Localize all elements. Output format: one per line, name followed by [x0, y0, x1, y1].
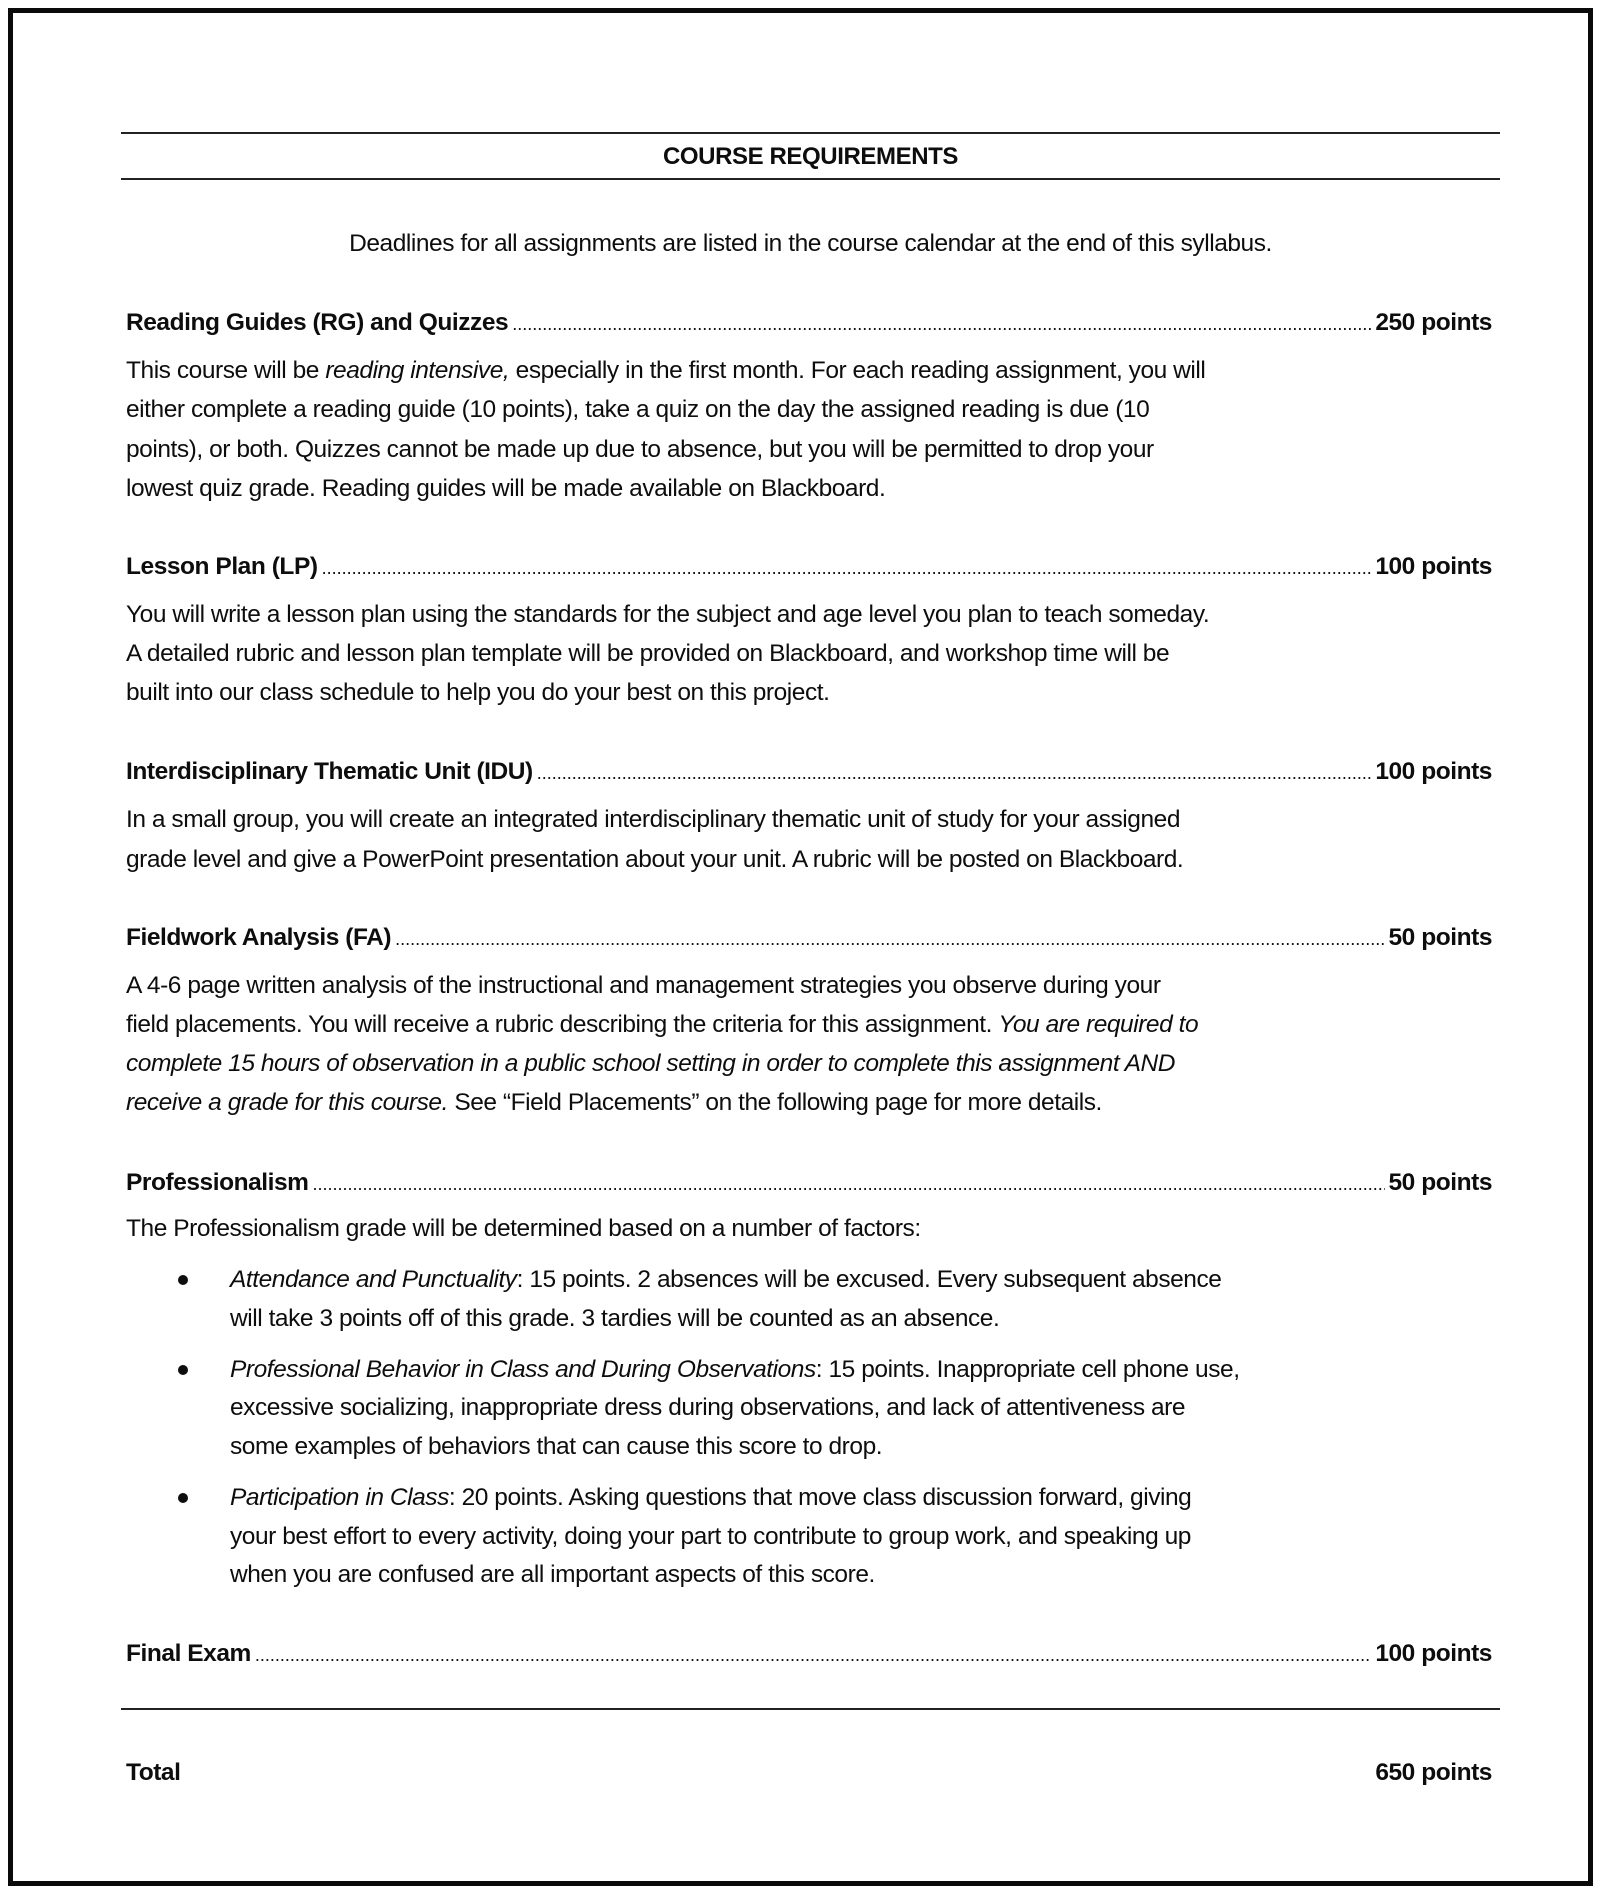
bullet-line: Attendance and Punctuality: 15 points. 2 absences will be excused. Every subsequent absence — [230, 1266, 1222, 1293]
body-line: A 4-6 page written analysis of the instructional and management strategies you observe during your — [126, 972, 1161, 999]
requirement-heading-reading-guides — [126, 308, 1492, 339]
bullet-line: will take 3 points off of this grade. 3 tardies will be counted as an absence. — [230, 1305, 1000, 1332]
body-line: A detailed rubric and lesson plan template will be provided on Blackboard, and workshop time will be — [126, 640, 1170, 667]
bullet-line: your best effort to every activity, doing your part to contribute to group work, and speaking up — [230, 1523, 1191, 1550]
dot-leader — [313, 1169, 1385, 1199]
body-line: either complete a reading guide (10 points), take a quiz on the day the assigned reading is due (10 — [126, 396, 1150, 423]
total-label: Total — [126, 1759, 181, 1786]
requirement-name: Fieldwork Analysis (FA) — [126, 924, 392, 951]
body-line: points), or both. Quizzes cannot be made up due to absence, but you will be permitted to drop your — [126, 436, 1154, 463]
body-line: In a small group, you will create an integrated interdisciplinary thematic unit of study for your assigned — [126, 806, 1180, 833]
dot-leader — [255, 1640, 1371, 1670]
bullet-line: Participation in Class: 20 points. Asking questions that move class discussion forward, giving — [230, 1484, 1192, 1511]
requirement-heading-professionalism — [126, 1168, 1492, 1199]
body-line: receive a grade for this course. See “Field Placements” on the following page for more details. — [126, 1089, 1102, 1116]
body-line: grade level and give a PowerPoint presentation about your unit. A rubric will be posted on Blackboard. — [126, 846, 1184, 873]
bullet-line: Professional Behavior in Class and During Observations: 15 points. Inappropriate cell phone use, — [230, 1356, 1240, 1383]
body-line: You will write a lesson plan using the standards for the subject and age level you plan to teach someday. — [126, 601, 1210, 628]
bullet-line: excessive socializing, inappropriate dress during observations, and lack of attentiveness are — [230, 1394, 1186, 1421]
requirement-heading-fieldwork — [126, 923, 1492, 954]
title-top-rule — [121, 132, 1500, 134]
requirement-heading-final-exam — [126, 1639, 1492, 1670]
requirement-points: 50 points — [1388, 924, 1492, 951]
page-title: COURSE REQUIREMENTS — [662, 143, 959, 170]
title-bottom-rule — [121, 178, 1500, 180]
bullet-icon — [178, 1493, 188, 1503]
total-row — [126, 1758, 1492, 1788]
dot-leader — [322, 553, 1372, 583]
bullet-line: when you are confused are all important aspects of this score. — [230, 1561, 875, 1588]
dot-leader — [537, 758, 1372, 788]
requirement-points: 100 points — [1375, 553, 1492, 580]
requirement-heading-lesson-plan — [126, 552, 1492, 583]
body-line: built into our class schedule to help you do your best on this project. — [126, 679, 830, 706]
total-rule — [121, 1708, 1500, 1710]
requirement-points: 250 points — [1375, 309, 1492, 336]
total-points: 650 points — [1375, 1759, 1492, 1786]
body-line: The Professionalism grade will be determined based on a number of factors: — [126, 1215, 921, 1242]
dot-leader — [512, 309, 1371, 339]
requirement-name: Interdisciplinary Thematic Unit (IDU) — [126, 758, 533, 785]
body-line: field placements. You will receive a rubric describing the criteria for this assignment. You are required to — [126, 1011, 1199, 1038]
body-line: complete 15 hours of observation in a public school setting in order to complete this assignment AND — [126, 1050, 1176, 1077]
requirement-name: Lesson Plan (LP) — [126, 553, 318, 580]
requirement-points: 50 points — [1388, 1169, 1492, 1196]
body-line: This course will be reading intensive, especially in the first month. For each reading assignment, you will — [126, 357, 1206, 384]
deadlines-note: Deadlines for all assignments are listed in the course calendar at the end of this syllabus. — [349, 230, 1272, 257]
requirement-name: Professionalism — [126, 1169, 309, 1196]
body-line: lowest quiz grade. Reading guides will be made available on Blackboard. — [126, 475, 886, 502]
bullet-line: some examples of behaviors that can cause this score to drop. — [230, 1433, 883, 1460]
bullet-icon — [178, 1365, 188, 1375]
requirement-name: Reading Guides (RG) and Quizzes — [126, 309, 509, 336]
requirement-heading-idu — [126, 757, 1492, 788]
requirement-points: 100 points — [1375, 1640, 1492, 1667]
dot-leader — [395, 924, 1384, 954]
bullet-icon — [178, 1275, 188, 1285]
requirement-name: Final Exam — [126, 1640, 251, 1667]
requirement-points: 100 points — [1375, 758, 1492, 785]
